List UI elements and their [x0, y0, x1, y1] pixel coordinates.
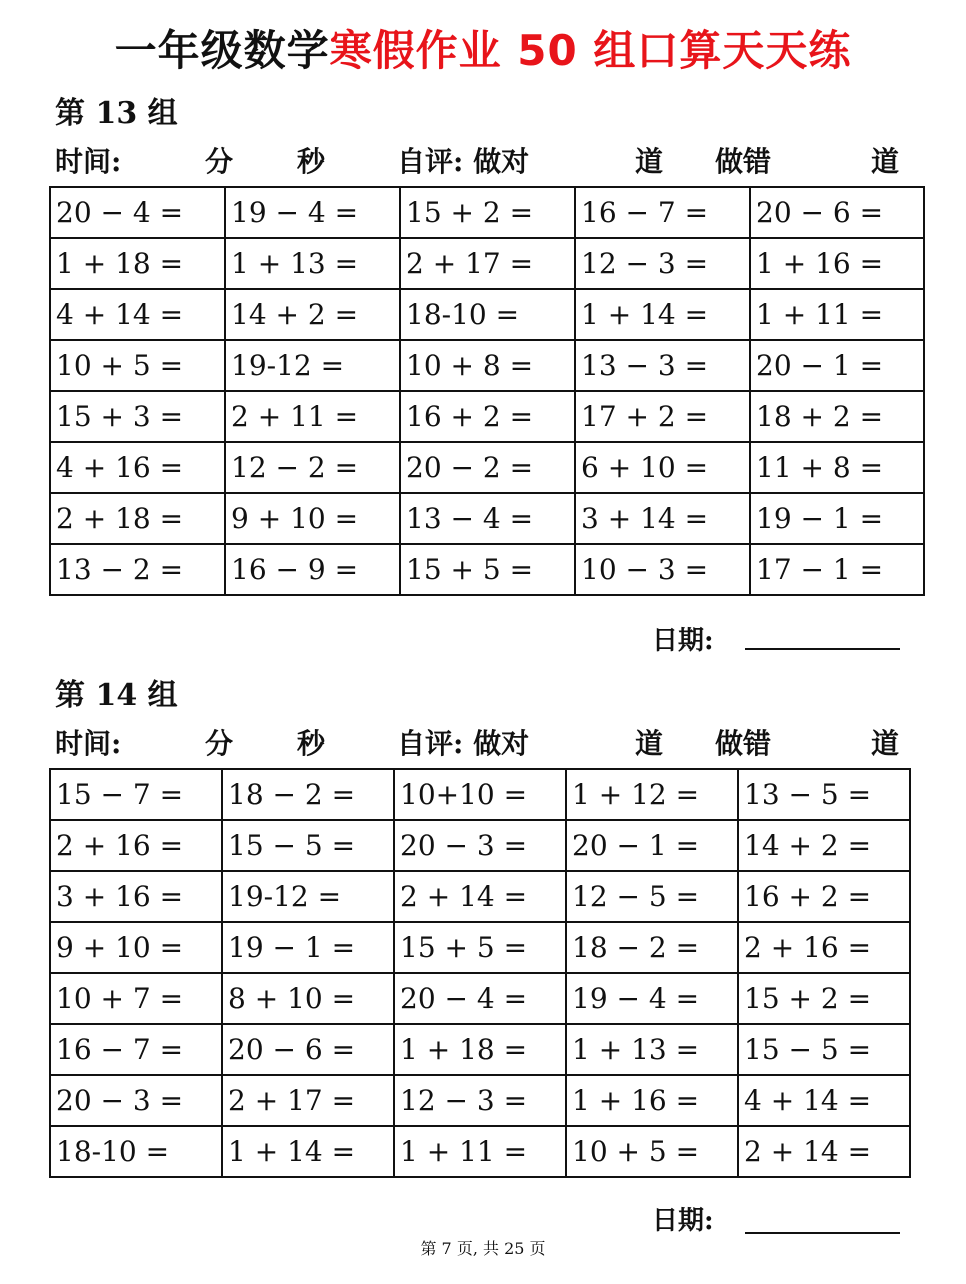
- problem-cell: 14 + 2 =: [738, 820, 910, 871]
- problem-cell: 18 + 2 =: [750, 391, 924, 442]
- problem-grid: [49, 768, 911, 1178]
- problem-cell: 1 + 12 =: [566, 769, 738, 820]
- review-label: 自评: 做对: [397, 145, 530, 178]
- problem-cell: 17 + 2 =: [575, 391, 750, 442]
- review-label: 自评: 做对: [397, 727, 530, 760]
- problem-cell: 1 + 13 =: [225, 238, 400, 289]
- problem-cell: 12 − 5 =: [566, 871, 738, 922]
- info-line: [55, 140, 915, 180]
- table-row: [50, 340, 924, 391]
- problem-cell: 20 − 1 =: [750, 340, 924, 391]
- problem-grid: [49, 186, 925, 596]
- problem-cell: 19 − 4 =: [566, 973, 738, 1024]
- problem-cell: 18 − 2 =: [222, 769, 394, 820]
- problem-cell: 4 + 14 =: [738, 1075, 910, 1126]
- problem-cell: 15 + 5 =: [394, 922, 566, 973]
- problem-cell: 9 + 10 =: [50, 922, 222, 973]
- problem-cell: 2 + 11 =: [225, 391, 400, 442]
- date-label: 日期:: [652, 626, 714, 656]
- second-label: 秒: [297, 145, 326, 178]
- date-blank[interactable]: [745, 648, 900, 650]
- problem-cell: 1 + 18 =: [50, 238, 225, 289]
- problem-cell: 12 − 2 =: [225, 442, 400, 493]
- page-footer: 第 7 页, 共 25 页: [420, 1239, 546, 1258]
- table-row: [50, 544, 924, 595]
- problem-cell: 19 − 1 =: [222, 922, 394, 973]
- problem-cell: 19 − 1 =: [750, 493, 924, 544]
- problem-cell: 20 − 6 =: [222, 1024, 394, 1075]
- dao-label: 道: [871, 727, 900, 760]
- problem-cell: 1 + 18 =: [394, 1024, 566, 1075]
- problem-cell: 11 + 8 =: [750, 442, 924, 493]
- problem-cell: 2 + 17 =: [222, 1075, 394, 1126]
- problem-cell: 19 − 4 =: [225, 187, 400, 238]
- problem-cell: 20 − 3 =: [394, 820, 566, 871]
- problem-cell: 10 + 8 =: [400, 340, 575, 391]
- problem-cell: 2 + 16 =: [738, 922, 910, 973]
- table-row: [50, 973, 910, 1024]
- problem-cell: 2 + 16 =: [50, 820, 222, 871]
- problem-cell: 10 + 5 =: [50, 340, 225, 391]
- problem-cell: 15 + 2 =: [738, 973, 910, 1024]
- table-row: [50, 238, 924, 289]
- problem-cell: 18 − 2 =: [566, 922, 738, 973]
- problem-cell: 1 + 16 =: [750, 238, 924, 289]
- table-row: [50, 1024, 910, 1075]
- problem-cell: 17 − 1 =: [750, 544, 924, 595]
- problem-cell: 12 − 3 =: [394, 1075, 566, 1126]
- problem-cell: 16 − 7 =: [575, 187, 750, 238]
- minute-label: 分: [205, 145, 234, 178]
- problem-cell: 9 + 10 =: [225, 493, 400, 544]
- group-title: 第 14 组: [55, 678, 178, 713]
- problem-cell: 2 + 14 =: [738, 1126, 910, 1177]
- problem-cell: 20 − 4 =: [394, 973, 566, 1024]
- table-row: [50, 871, 910, 922]
- problem-cell: 4 + 16 =: [50, 442, 225, 493]
- page-title: [0, 18, 966, 78]
- problem-cell: 1 + 16 =: [566, 1075, 738, 1126]
- problem-cell: 2 + 14 =: [394, 871, 566, 922]
- wrong-label: 做错: [715, 145, 772, 178]
- time-label: 时间:: [55, 727, 122, 760]
- table-row: [50, 820, 910, 871]
- problem-cell: 15 + 2 =: [400, 187, 575, 238]
- table-row: [50, 391, 924, 442]
- table-row: [50, 1075, 910, 1126]
- problem-cell: 10 + 5 =: [566, 1126, 738, 1177]
- problem-cell: 2 + 17 =: [400, 238, 575, 289]
- problem-cell: 18-10 =: [50, 1126, 222, 1177]
- problem-cell: 13 − 2 =: [50, 544, 225, 595]
- problem-cell: 20 − 2 =: [400, 442, 575, 493]
- table-row: [50, 769, 910, 820]
- table-row: [50, 442, 924, 493]
- group-title: 第 13 组: [55, 96, 178, 131]
- problem-cell: 15 − 5 =: [738, 1024, 910, 1075]
- problem-cell: 6 + 10 =: [575, 442, 750, 493]
- problem-cell: 10+10 =: [394, 769, 566, 820]
- minute-label: 分: [205, 727, 234, 760]
- problem-cell: 15 − 7 =: [50, 769, 222, 820]
- problem-cell: 1 + 14 =: [575, 289, 750, 340]
- table-row: [50, 1126, 910, 1177]
- problem-cell: 16 − 9 =: [225, 544, 400, 595]
- second-label: 秒: [297, 727, 326, 760]
- dao-label: 道: [871, 145, 900, 178]
- title-part-red: 寒假作业 50 组口算天天练: [329, 26, 852, 75]
- problem-cell: 1 + 11 =: [394, 1126, 566, 1177]
- problem-cell: 20 − 1 =: [566, 820, 738, 871]
- date-blank[interactable]: [745, 1232, 900, 1234]
- dao-label: 道: [635, 727, 664, 760]
- problem-cell: 20 − 4 =: [50, 187, 225, 238]
- problem-cell: 20 − 6 =: [750, 187, 924, 238]
- table-row: [50, 289, 924, 340]
- dao-label: 道: [635, 145, 664, 178]
- problem-cell: 13 − 4 =: [400, 493, 575, 544]
- problem-cell: 14 + 2 =: [225, 289, 400, 340]
- problem-cell: 1 + 11 =: [750, 289, 924, 340]
- problem-cell: 20 − 3 =: [50, 1075, 222, 1126]
- problem-cell: 16 + 2 =: [738, 871, 910, 922]
- problem-cell: 10 + 7 =: [50, 973, 222, 1024]
- title-part-black: 一年级数学: [114, 26, 330, 75]
- problem-cell: 3 + 16 =: [50, 871, 222, 922]
- table-row: [50, 493, 924, 544]
- table-row: [50, 187, 924, 238]
- problem-cell: 13 − 5 =: [738, 769, 910, 820]
- problem-cell: 16 − 7 =: [50, 1024, 222, 1075]
- table-row: [50, 922, 910, 973]
- problem-cell: 18-10 =: [400, 289, 575, 340]
- problem-cell: 4 + 14 =: [50, 289, 225, 340]
- problem-cell: 15 + 5 =: [400, 544, 575, 595]
- problem-cell: 12 − 3 =: [575, 238, 750, 289]
- wrong-label: 做错: [715, 727, 772, 760]
- date-label: 日期:: [652, 1206, 714, 1236]
- info-line: [55, 722, 915, 762]
- problem-cell: 16 + 2 =: [400, 391, 575, 442]
- problem-cell: 10 − 3 =: [575, 544, 750, 595]
- problem-cell: 19-12 =: [225, 340, 400, 391]
- problem-cell: 1 + 14 =: [222, 1126, 394, 1177]
- time-label: 时间:: [55, 145, 122, 178]
- problem-cell: 1 + 13 =: [566, 1024, 738, 1075]
- problem-cell: 15 + 3 =: [50, 391, 225, 442]
- problem-cell: 15 − 5 =: [222, 820, 394, 871]
- problem-cell: 3 + 14 =: [575, 493, 750, 544]
- problem-cell: 19-12 =: [222, 871, 394, 922]
- problem-cell: 8 + 10 =: [222, 973, 394, 1024]
- problem-cell: 2 + 18 =: [50, 493, 225, 544]
- problem-cell: 13 − 3 =: [575, 340, 750, 391]
